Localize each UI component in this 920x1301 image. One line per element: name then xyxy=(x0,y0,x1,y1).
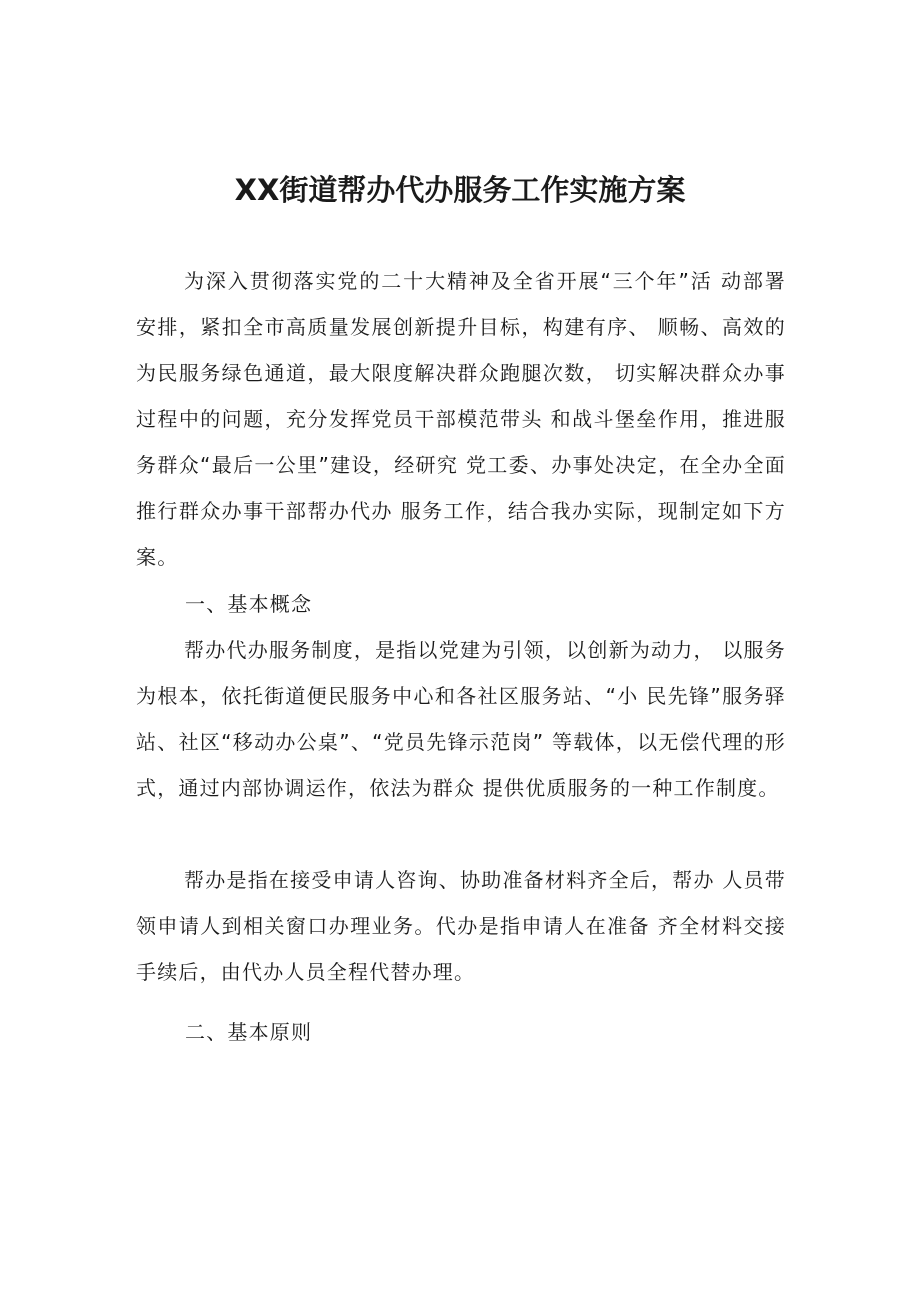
document-title: XX街道帮办代办服务工作实施方案 xyxy=(234,173,686,207)
concept-paragraph: 帮办代办服务制度，是指以党建为引领，以创新为动力， 以服务为根本，依托街道便民服务中心和各社区服务站、“小 民先锋”服务驿站、社区“移动办公桌”、“党员先锋示范岗” 等载体，以无偿代理的形式，通过内部协调运作，依法为群众 提供优质服务的一种工作制度。 xyxy=(136,638,786,800)
definition-paragraph: 帮办是指在接受申请人咨询、协助准备材料齐全后，帮办 人员带领申请人到相关窗口办理业务。代办是指申请人在准备 齐全材料交接手续后，由代办人员全程代替办理。 xyxy=(136,868,786,984)
section-heading-basic-principles: 二、基本原则 xyxy=(185,1020,313,1044)
section-heading-basic-concept: 一、基本概念 xyxy=(185,592,313,616)
intro-paragraph: 为深入贯彻落实党的二十大精神及全省开展“三个年”活 动部署安排，紧扣全市高质量发展创新提升目标，构建有序、 顺畅、高效的为民服务绿色通道，最大限度解决群众跑腿次数， 切实解决群众办事过程中的问题，充分发挥党员干部模范带头 和战斗堡垒作用，推进服务群众“最后一公里”建设，经研究 党工委、办事处决定，在全办全面推行群众办事干部帮办代办 服务工作，结合我办实际，现制定如下方案。 xyxy=(136,269,786,569)
